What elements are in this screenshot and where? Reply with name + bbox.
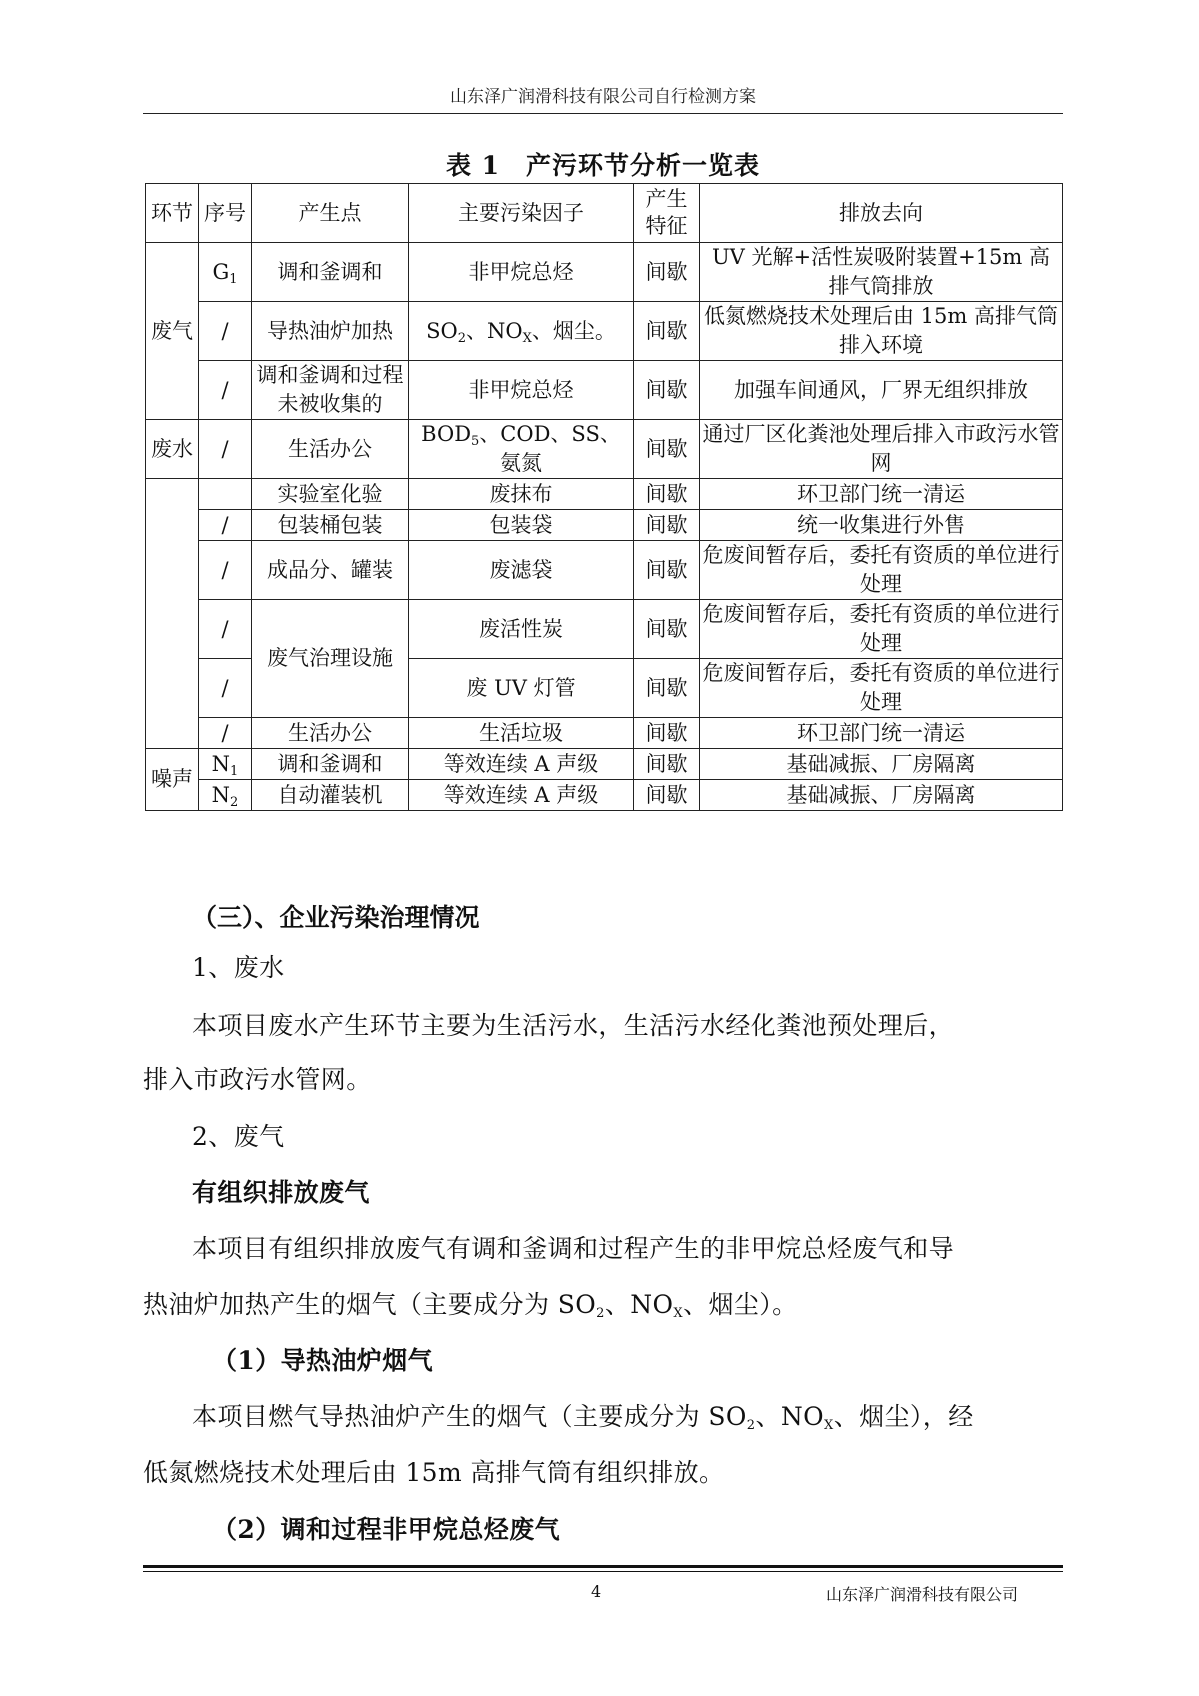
cell-feature: 间歇 [634,510,700,541]
cell-factor: 废活性炭 [409,600,634,659]
cell-discharge: 加强车间通风，厂界无组织排放 [700,361,1063,420]
cell-discharge: 低氮燃烧技术处理后由 15m 高排气筒排入环境 [700,302,1063,361]
section-heading: （三）、企业污染治理情况 [192,903,480,932]
table-row [146,541,1063,600]
group-water: 废水 [146,420,199,479]
cell-seq: / [199,302,252,361]
table-row [146,361,1063,420]
paragraph-line: 热油炉加热产生的烟气（主要成分为 $SO_2$、$NO_X$、烟尘）。 [143,1290,798,1321]
table-row [146,718,1063,749]
paragraph-line: 本项目有组织排放废气有调和釜调和过程产生的非甲烷总烃废气和导 [192,1234,955,1263]
cell-discharge: 统一收集进行外售 [700,510,1063,541]
footer-rule [143,1571,1063,1572]
group-gas: 废气 [146,243,199,420]
cell-factor: 等效连续 A 声级 [409,780,634,811]
cell-seq: / [199,510,252,541]
footer-rule [143,1565,1063,1568]
cell-factor: 生活垃圾 [409,718,634,749]
cell-point: 调和釜调和 [252,749,409,780]
cell-feature: 间歇 [634,243,700,302]
header-feature: 产生特征 [634,184,700,243]
footer-company: 山东泽广润滑科技有限公司 [826,1585,1019,1604]
table-row [146,780,1063,811]
cell-feature: 间歇 [634,718,700,749]
paragraph-line: 低氮燃烧技术处理后由 15m 高排气筒有组织排放。 [143,1458,725,1487]
cell-factor: 废 UV 灯管 [409,659,634,718]
header-link: 环节 [146,184,199,243]
cell-discharge: 基础减振、厂房隔离 [700,749,1063,780]
cell-point: 包装桶包装 [252,510,409,541]
cell-point: 实验室化验 [252,479,409,510]
cell-point: 自动灌装机 [252,780,409,811]
cell-feature: 间歇 [634,749,700,780]
table-row [146,479,1063,510]
paragraph-line: 本项目燃气导热油炉产生的烟气（主要成分为 $SO_2$、$NO_X$、烟尘），经 [192,1402,974,1433]
pollution-table [145,183,1063,811]
cell-feature: 间歇 [634,361,700,420]
header-rule [143,113,1063,114]
wastewater-heading: 1、废水 [192,953,285,982]
table-row [146,510,1063,541]
cell-point: 生活办公 [252,420,409,479]
table-header-row [146,184,1063,243]
cell-discharge: 基础减振、厂房隔离 [700,780,1063,811]
cell-seq: / [199,361,252,420]
cell-point: 成品分、罐装 [252,541,409,600]
cell-discharge: 环卫部门统一清运 [700,718,1063,749]
header-point: 产生点 [252,184,409,243]
running-header: 山东泽广润滑科技有限公司自行检测方案 [450,87,756,107]
cell-point: 调和釜调和过程未被收集的 [252,361,409,420]
cell-discharge: 危废间暂存后，委托有资质的单位进行处理 [700,600,1063,659]
cell-point: 导热油炉加热 [252,302,409,361]
group-solid-empty [146,479,199,749]
cell-seq: / [199,600,252,659]
cell-feature: 间歇 [634,479,700,510]
table-row [146,420,1063,479]
cell-feature: 间歇 [634,420,700,479]
cell-seq: $N_1$ [199,749,252,780]
cell-feature: 间歇 [634,541,700,600]
cell-factor: 非甲烷总烃 [409,361,634,420]
cell-seq [199,479,252,510]
cell-discharge: 危废间暂存后，委托有资质的单位进行处理 [700,541,1063,600]
cell-seq: $N_2$ [199,780,252,811]
cell-discharge: 环卫部门统一清运 [700,479,1063,510]
organized-heading: 有组织排放废气 [192,1178,370,1207]
table-row [146,243,1063,302]
cell-discharge: 危废间暂存后，委托有资质的单位进行处理 [700,659,1063,718]
paragraph-line: 排入市政污水管网。 [143,1065,372,1094]
table-row [146,302,1063,361]
cell-factor: 包装袋 [409,510,634,541]
table-title: 表 1 产污环节分析一览表 [445,151,761,180]
cell-point: 调和釜调和 [252,243,409,302]
table-row [146,749,1063,780]
cell-factor: 等效连续 A 声级 [409,749,634,780]
cell-seq: / [199,420,252,479]
subsection-heading: （2）调和过程非甲烷总烃废气 [212,1515,560,1544]
cell-factor: 废滤袋 [409,541,634,600]
cell-factor: 非甲烷总烃 [409,243,634,302]
cell-seq: / [199,659,252,718]
cell-feature: 间歇 [634,659,700,718]
cell-point: 废气治理设施 [252,600,409,718]
cell-discharge: 通过厂区化粪池处理后排入市政污水管网 [700,420,1063,479]
cell-discharge: UV 光解+活性炭吸附装置+15m 高排气筒排放 [700,243,1063,302]
cell-point: 生活办公 [252,718,409,749]
page-number: 4 [591,1582,602,1601]
cell-factor: 废抹布 [409,479,634,510]
cell-seq: $G_1$ [199,243,252,302]
cell-factor: $BOD_5$、COD、SS、氨氮 [409,420,634,479]
table-row [146,600,1063,659]
cell-factor: $SO_2$、$NO_X$、烟尘。 [409,302,634,361]
subsection-heading: （1）导热油炉烟气 [212,1346,433,1375]
cell-feature: 间歇 [634,302,700,361]
header-seq: 序号 [199,184,252,243]
group-noise: 噪声 [146,749,199,811]
cell-feature: 间歇 [634,780,700,811]
cell-feature: 间歇 [634,600,700,659]
gas-heading: 2、废气 [192,1122,285,1151]
paragraph-line: 本项目废水产生环节主要为生活污水，生活污水经化粪池预处理后， [192,1011,955,1040]
header-discharge: 排放去向 [700,184,1063,243]
cell-seq: / [199,541,252,600]
header-factor: 主要污染因子 [409,184,634,243]
cell-seq: / [199,718,252,749]
